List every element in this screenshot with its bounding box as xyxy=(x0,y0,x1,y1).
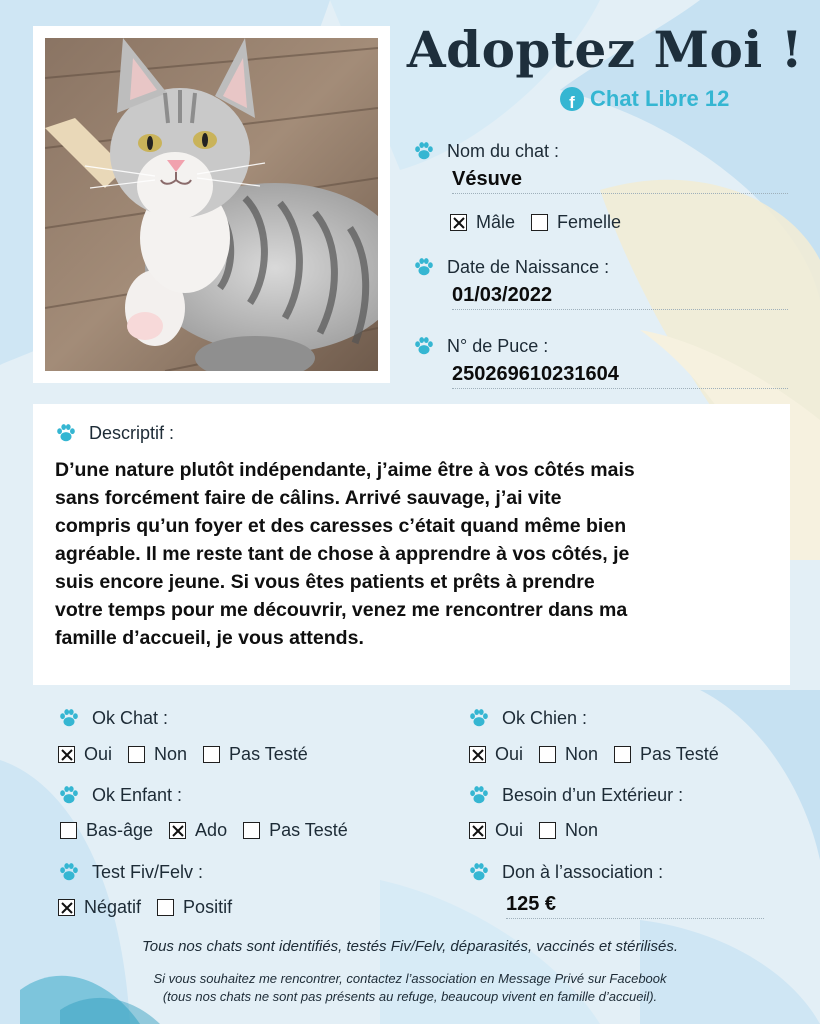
option-label: Ado xyxy=(195,820,228,840)
footer-contact-line: (tous nos chats ne sont pas présents au refuge, beaucoup vivent en famille d’accueil). xyxy=(162,989,658,1004)
description-line: compris qu’un foyer et des caresses c’était quand même bien xyxy=(55,515,627,537)
ok-chien-non[interactable] xyxy=(539,744,598,765)
paw-icon xyxy=(58,784,80,806)
footer-contact xyxy=(0,970,820,1006)
footer-info: Tous nos chats sont identifiés, testés Fiv/Felv, déparasités, vaccinés et stérilisés. xyxy=(141,938,679,955)
option-label: Oui xyxy=(495,744,524,764)
option-label: Non xyxy=(565,744,599,764)
paw-icon xyxy=(55,422,77,444)
fiv-felv-positif-checkbox[interactable] xyxy=(157,899,174,916)
exterieur-oui[interactable] xyxy=(469,820,523,841)
fiv-felv-negatif-checkbox[interactable] xyxy=(58,899,75,916)
ok-chat-pas-teste[interactable] xyxy=(203,744,308,765)
description-line: famille d’accueil, je vous attends. xyxy=(55,627,364,649)
ok-enfant-ado[interactable] xyxy=(169,820,227,841)
fiv-felv-positif[interactable] xyxy=(157,897,232,918)
paw-icon xyxy=(58,707,80,729)
paw-icon xyxy=(468,784,490,806)
exterieur-label-row xyxy=(468,784,683,806)
sex-male-option[interactable] xyxy=(450,212,515,233)
ok-enfant-bas-age[interactable] xyxy=(60,820,153,841)
description-text xyxy=(55,456,768,652)
ok-enfant-bas-age-checkbox[interactable] xyxy=(60,822,77,839)
female-checkbox[interactable] xyxy=(531,214,548,231)
description-line: sans forcément faire de câlins. Arrivé sauvage, j’ai vite xyxy=(55,487,562,509)
exterieur-options xyxy=(469,820,614,841)
ok-chien-label-row xyxy=(468,707,587,729)
chip-label-row xyxy=(413,335,548,357)
option-label: Bas-âge xyxy=(86,820,154,840)
ok-chat-non[interactable] xyxy=(128,744,187,765)
description-label: Descriptif : xyxy=(89,422,175,443)
sex-options xyxy=(450,212,637,233)
description-line: votre temps pour me découvrir, venez me rencontrer dans ma xyxy=(55,599,628,621)
description-line: D’une nature plutôt indépendante, j’aime être à vos côtés mais xyxy=(55,459,635,481)
option-label: Oui xyxy=(495,820,524,840)
paw-icon xyxy=(468,861,490,883)
male-checkbox[interactable] xyxy=(450,214,467,231)
don-label: Don à l’association : xyxy=(502,861,664,882)
exterieur-label: Besoin d’un Extérieur : xyxy=(502,784,684,805)
ok-chien-oui-checkbox[interactable] xyxy=(469,746,486,763)
ok-enfant-options xyxy=(60,820,364,841)
description-card xyxy=(33,404,790,685)
ok-enfant-pas-teste[interactable] xyxy=(243,820,348,841)
description-label-row xyxy=(55,422,768,444)
female-label: Femelle xyxy=(557,212,622,232)
birth-label-row xyxy=(413,256,609,278)
ok-chien-pas-teste-checkbox[interactable] xyxy=(614,746,631,763)
option-label: Pas Testé xyxy=(640,744,719,764)
sex-female-option[interactable] xyxy=(531,212,621,233)
don-label-row xyxy=(468,861,663,883)
option-label: Oui xyxy=(84,744,113,764)
ok-chien-oui[interactable] xyxy=(469,744,523,765)
fiv-felv-label: Test Fiv/Felv : xyxy=(92,861,204,882)
ok-chat-pas-teste-checkbox[interactable] xyxy=(203,746,220,763)
footer-contact-line: Si vous souhaitez me rencontrer, contactez l’association en Message Privé sur Facebook xyxy=(153,971,667,986)
description-line: suis encore jeune. Si vous êtes patients et prêts à prendre xyxy=(55,571,595,593)
don-value: 125 € xyxy=(506,893,764,919)
description-line: agréable. Il me reste tant de chose à apprendre à vos côtés, je xyxy=(55,543,630,565)
ok-enfant-label-row xyxy=(58,784,182,806)
option-label: Non xyxy=(565,820,599,840)
birth-label: Date de Naissance : xyxy=(447,256,610,277)
birth-value: 01/03/2022 xyxy=(452,284,788,310)
association-link[interactable] xyxy=(560,86,729,112)
ok-chat-label: Ok Chat : xyxy=(92,707,169,728)
male-label: Mâle xyxy=(476,212,516,232)
facebook-icon: f xyxy=(560,87,584,111)
paw-icon xyxy=(413,256,435,278)
chip-label: N° de Puce : xyxy=(447,335,549,356)
option-label: Positif xyxy=(183,897,233,917)
ok-chat-non-checkbox[interactable] xyxy=(128,746,145,763)
ok-chat-oui-checkbox[interactable] xyxy=(58,746,75,763)
paw-icon xyxy=(413,335,435,357)
paw-icon xyxy=(58,861,80,883)
fiv-felv-negatif[interactable] xyxy=(58,897,141,918)
ok-chien-options xyxy=(469,744,735,765)
exterieur-non[interactable] xyxy=(539,820,598,841)
cat-photo-frame xyxy=(33,26,390,383)
cat-photo xyxy=(45,38,378,371)
ok-chat-options xyxy=(58,744,324,765)
fiv-felv-label-row xyxy=(58,861,203,883)
exterieur-oui-checkbox[interactable] xyxy=(469,822,486,839)
ok-enfant-label: Ok Enfant : xyxy=(92,784,183,805)
ok-chien-label: Ok Chien : xyxy=(502,707,588,728)
ok-enfant-pas-teste-checkbox[interactable] xyxy=(243,822,260,839)
ok-chat-label-row xyxy=(58,707,168,729)
exterieur-non-checkbox[interactable] xyxy=(539,822,556,839)
fiv-felv-options xyxy=(58,897,248,918)
name-label: Nom du chat : xyxy=(447,140,560,161)
name-label-row xyxy=(413,140,559,162)
association-name: Chat Libre 12 xyxy=(590,86,730,111)
paw-icon xyxy=(413,140,435,162)
ok-enfant-ado-checkbox[interactable] xyxy=(169,822,186,839)
option-label: Négatif xyxy=(84,897,142,917)
ok-chat-oui[interactable] xyxy=(58,744,112,765)
option-label: Pas Testé xyxy=(229,744,308,764)
option-label: Non xyxy=(154,744,188,764)
name-value: Vésuve xyxy=(452,168,788,194)
page-title: Adoptez Moi ! xyxy=(406,20,804,79)
chip-value: 250269610231604 xyxy=(452,363,788,389)
option-label: Pas Testé xyxy=(269,820,348,840)
ok-chien-pas-teste[interactable] xyxy=(614,744,719,765)
ok-chien-non-checkbox[interactable] xyxy=(539,746,556,763)
paw-icon xyxy=(468,707,490,729)
